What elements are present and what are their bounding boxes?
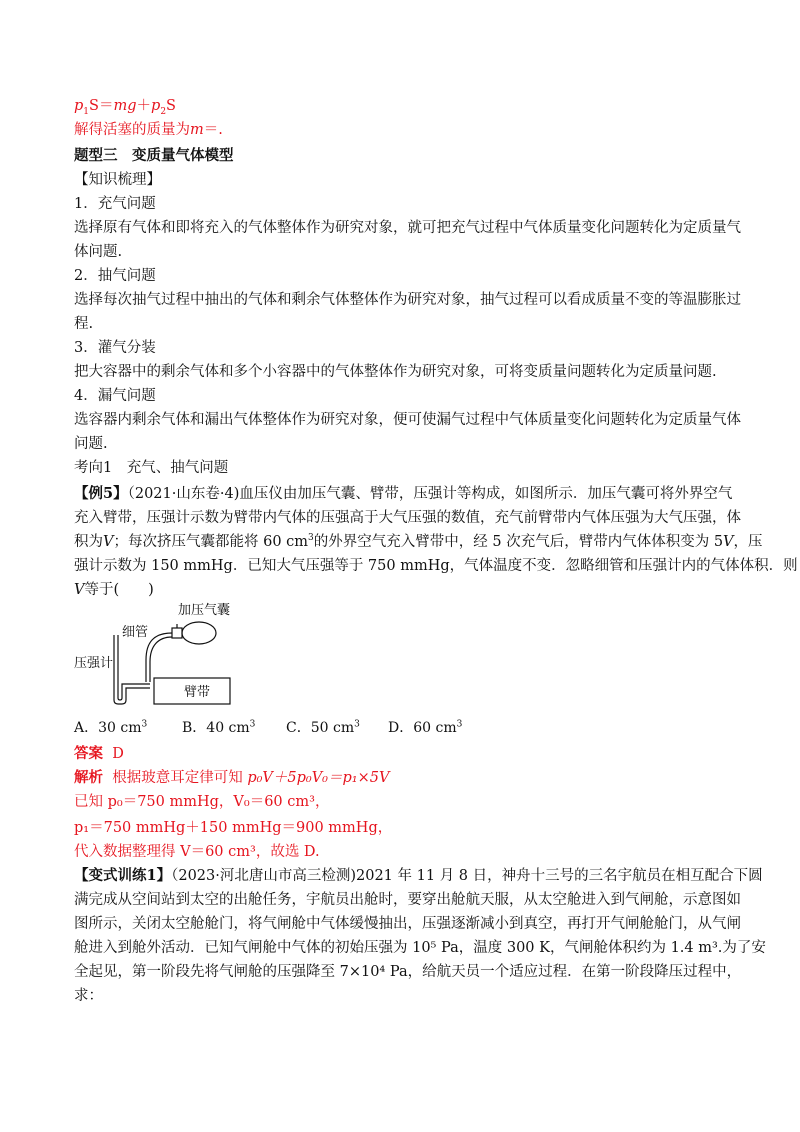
- item-2-line-1: 选择每次抽气过程中抽出的气体和剩余气体整体作为研究对象，抽气过程可以看成质量不变的等温膨胀过: [74, 292, 741, 308]
- boyle-equation: p₀V＋5p₀V₀＝p₁×5V: [247, 770, 390, 786]
- item-4-title: 4．漏气问题: [74, 388, 156, 404]
- var-v: V: [103, 534, 114, 550]
- option-text: C．50 cm: [286, 720, 355, 736]
- item-1-title: 1．充气问题: [74, 196, 156, 212]
- example-label: 【例5】: [74, 485, 128, 502]
- analysis-label: 解析: [74, 769, 103, 786]
- result-line: 代入数据整理得 V＝60 cm³，故选 D.: [74, 844, 320, 860]
- section-title: 题型三 变质量气体模型: [74, 147, 234, 164]
- option-text: A．30 cm: [74, 720, 142, 736]
- item-2-title: 2．抽气问题: [74, 268, 156, 284]
- sup-3: 3: [141, 719, 148, 730]
- known-line-2: p₁＝750 mmHg＋150 mmHg＝900 mmHg，: [74, 820, 393, 836]
- answer-line: [74, 744, 124, 764]
- answer-label: 答案: [74, 745, 103, 762]
- analysis-text: 根据玻意耳定律可知: [112, 770, 243, 786]
- variant-line-3: 图所示，关闭太空舱舱门，将气闸舱中气体缓慢抽出，压强逐渐减小到真空，再打开气闸舱舱门，从气闸: [74, 916, 741, 932]
- item-4-line-2: 问题.: [74, 436, 108, 452]
- var-m: m: [190, 122, 204, 138]
- tube-label: 细管: [122, 625, 149, 640]
- gauge-label: 压强计: [74, 656, 114, 671]
- gauge-shape: [114, 635, 150, 704]
- variant-line-4: 舱进入到舱外活动．已知气闸舱中气体的初始压强为 10⁵ Pa，温度 300 K，气闸舱体积约为 1.4 m³.为了安: [74, 940, 766, 956]
- answer-options: [74, 718, 462, 738]
- item-2-line-2: 程.: [74, 316, 94, 332]
- eq-part: S: [166, 98, 176, 114]
- item-1-line-2: 体问题.: [74, 244, 123, 260]
- var-p2: p: [151, 98, 161, 114]
- sup-3: 3: [249, 719, 256, 730]
- variant-line-2: 满完成从空间站到太空的出舱任务，宇航员出舱时，要穿出舱航天服，从太空舱进入到气闸舱，示意图如: [74, 892, 741, 908]
- item-4-line-1: 选容器内剩余气体和漏出气体整体作为研究对象，便可使漏气过程中气体质量变化问题转化为定质量气体: [74, 412, 741, 428]
- cuff-label: 臂带: [184, 685, 211, 700]
- option-text: B．40 cm: [182, 720, 250, 736]
- item-3-title: 3．灌气分装: [74, 340, 156, 356]
- sub-1: 1: [83, 106, 90, 117]
- sub-2: 2: [160, 106, 167, 117]
- example-line-3: [74, 532, 763, 552]
- bulb-label: 加压气囊: [178, 603, 231, 618]
- var-mg: mg: [113, 98, 137, 114]
- blood-pressure-figure: [74, 600, 264, 715]
- solution-end: ＝.: [203, 122, 223, 138]
- known-line-1: 已知 p₀＝750 mmHg，V₀＝60 cm³，: [74, 794, 330, 810]
- sup-3: 3: [456, 719, 463, 730]
- example-text: （2021·山东卷·4)血压仪由加压气囊、臂带，压强计等构成，如图所示．加压气囊可将外界空气: [127, 486, 733, 502]
- mass-solution-line: [74, 120, 223, 140]
- option-c: [286, 718, 388, 738]
- example-line-5: [74, 580, 154, 600]
- option-b: [182, 718, 286, 738]
- var-v: V: [723, 534, 734, 550]
- example-line-2: 充入臂带，压强计示数为臂带内气体的压强高于大气压强的数值，充气前臂带内气体压强为大气压强，体: [74, 510, 741, 526]
- variant-text: （2023·河北唐山市高三检测)2021 年 11 月 8 日，神舟十三号的三名宇航员在相互配合下圆: [171, 868, 763, 884]
- knowledge-label: 【知识梳理】: [74, 172, 161, 188]
- var-p1: p: [74, 98, 84, 114]
- item-1-line-1: 选择原有气体和即将充入的气体整体作为研究对象，就可把充气过程中气体质量变化问题转化为定质量气: [74, 220, 741, 236]
- example-line-1: [74, 484, 732, 504]
- variant-label: 【变式训练1】: [74, 867, 172, 884]
- plus-sign: ＋: [136, 98, 152, 114]
- var-v: V: [74, 582, 85, 598]
- example-text: 的外界空气充入臂带中，经 5 次充气后，臂带内气体体积变为 5: [313, 534, 724, 550]
- option-a: [74, 718, 182, 738]
- solution-text: 解得活塞的质量为: [74, 122, 190, 138]
- sup-3: 3: [308, 533, 314, 544]
- example-text: 积为: [74, 534, 103, 550]
- equilibrium-equation: [74, 96, 176, 116]
- option-text: D．60 cm: [388, 720, 457, 736]
- bulb-shape: [182, 622, 216, 644]
- variant-line-5: 全起见，第一阶段先将气闸舱的压强降至 7×10⁴ Pa，给航天员一个适应过程．在第一阶段降压过程中，: [74, 964, 742, 980]
- option-d: [388, 718, 462, 738]
- answer-value: D: [112, 746, 124, 762]
- direction-title: 考向1 充气、抽气问题: [74, 460, 229, 476]
- sup-3: 3: [354, 719, 360, 730]
- variant-line-1: [74, 866, 763, 886]
- example-line-4: 强计示数为 150 mmHg．已知大气压强等于 750 mmHg，气体温度不变．忽略细管和压强计内的气体体积．则: [74, 558, 798, 574]
- variant-line-6: 求：: [74, 988, 103, 1004]
- valve-shape: [172, 628, 182, 638]
- item-3-line-1: 把大容器中的剩余气体和多个小容器中的气体整体作为研究对象，可将变质量问题转化为定质量问题.: [74, 364, 717, 380]
- eq-part: S＝: [89, 98, 114, 114]
- example-text: 等于( ): [84, 582, 154, 598]
- analysis-line: [74, 768, 389, 788]
- example-text: ；每次挤压气囊都能将 60 cm: [113, 534, 309, 550]
- example-text: ，压: [733, 534, 763, 550]
